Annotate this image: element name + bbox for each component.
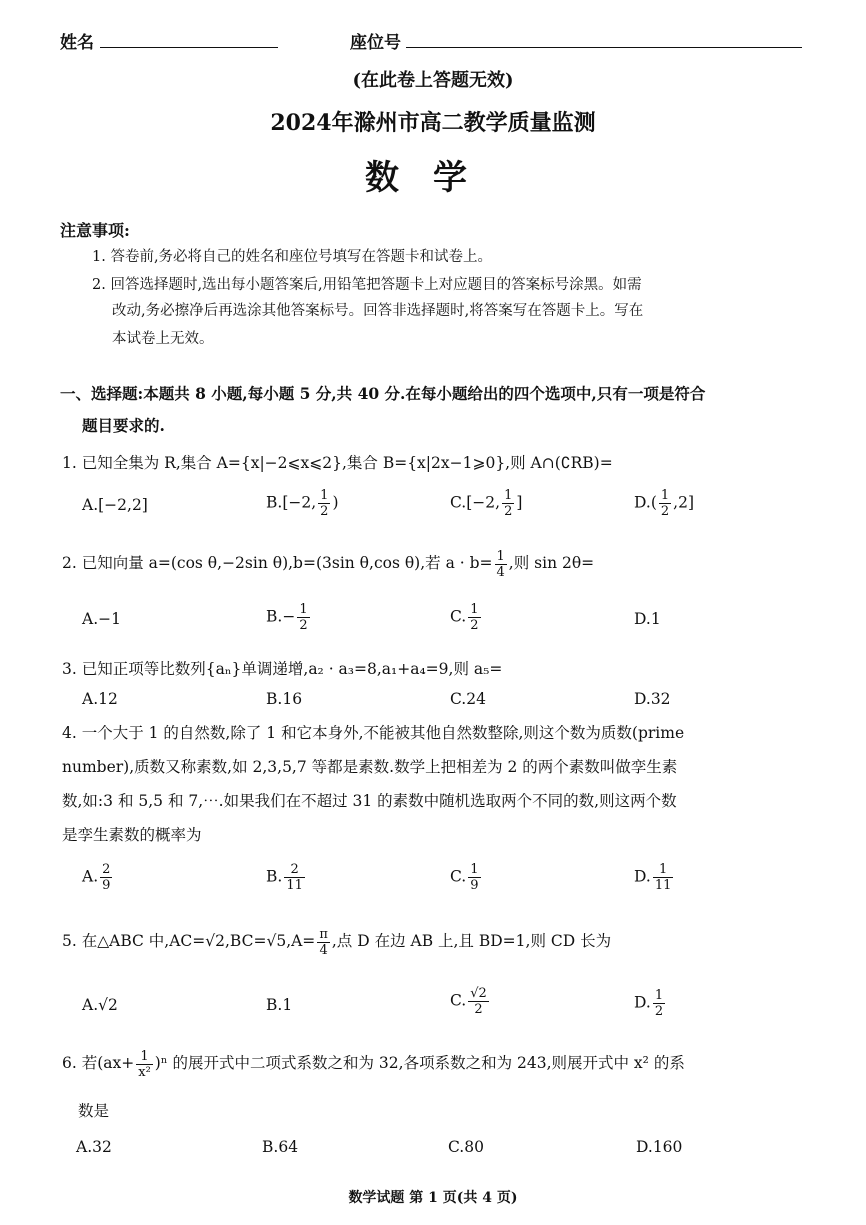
option-text: 32 [92,1138,112,1156]
fraction-denominator: 2 [320,504,329,519]
fraction-numerator: 1 [299,602,308,617]
option-text: −1 [98,610,121,628]
question-3-option-d [634,690,671,708]
question-6-option-b [262,1138,298,1156]
fraction-denominator: x² [138,1064,151,1080]
option-letter: C. [448,1138,465,1156]
question-4-stem [62,716,822,852]
seat-field-line [406,47,802,48]
option-fraction [502,488,514,519]
option-letter: D. [634,867,651,886]
fraction-denominator: 2 [299,618,308,633]
question-3-option-c [450,690,486,708]
option-text: 12 [98,690,118,708]
stem-fraction [136,1049,153,1080]
question-1-option-b [266,488,339,519]
header-fields [60,28,820,52]
option-fraction [468,986,489,1017]
question-2-option-d [634,610,661,628]
notice-item: 1. 答卷前,务必将自己的姓名和座位号填写在答题卡和试卷上。 [92,249,493,265]
name-label: 姓名 [60,33,94,53]
stem-fraction [317,927,330,958]
option-letter: A. [76,1138,93,1156]
stem-fraction [495,549,507,580]
option-text: √2 [98,996,118,1014]
stem-text: 5. 在△ABC 中,AC=√2,BC=√5,A= [62,932,316,950]
fraction-denominator: 2 [474,1002,483,1017]
fraction-denominator: 2 [660,504,670,519]
fraction-denominator: 4 [496,564,505,580]
stem-line: 是孪生素数的概率为 [62,826,202,844]
question-6-option-c [448,1138,484,1156]
option-letter: B. [266,996,283,1014]
question-2-option-b [266,602,312,633]
section-heading-line: 题目要求的. [82,416,165,435]
option-letter: B. [262,1138,279,1156]
question-4-option-a [82,862,114,893]
option-letter: C. [450,493,467,512]
option-fraction [318,488,330,519]
question-5-option-c [450,986,491,1017]
option-letter: D. [634,993,651,1012]
option-letter: C. [450,991,467,1010]
stem-line: 4. 一个大于 1 的自然数,除了 1 和它本身外,不能被其他自然数整除,则这个数为质数(prime [62,724,685,742]
stem-expression: )ⁿ [154,1054,168,1072]
fraction-denominator: 9 [102,878,111,893]
question-3-stem: 3. 已知正项等比数列{aₙ}单调递增,a₂ · a₃=8,a₁+a₄=9,则 a₅= [62,660,503,678]
fraction-numerator: 2 [102,862,111,877]
question-4-option-c [450,862,483,893]
fraction-numerator: 1 [504,488,513,503]
option-letter: A. [82,610,99,628]
question-1-option-a [82,496,148,514]
notice-heading: 注意事项: [60,221,130,240]
fraction-numerator: 1 [470,602,479,617]
stem-expression: (ax+ [97,1054,135,1072]
fraction-denominator: 2 [470,618,479,633]
option-fraction [284,862,305,893]
option-text: [−2, [282,493,317,512]
stem-line: 数,如:3 和 5,5 和 7,⋯.如果我们在不超过 31 的素数中随机选取两个不同的数,则这两个数 [62,792,677,810]
option-letter: D. [634,493,651,512]
fraction-denominator: 9 [470,878,479,893]
option-fraction [468,862,480,893]
stem-text: 2. 已知向量 a=(cos θ,−2sin θ),b=(3sin θ,cos θ),若 a · b= [62,554,493,572]
option-text: 80 [464,1138,484,1156]
option-text: 1 [650,610,661,628]
stem-text: 6. 若 [62,1054,98,1072]
fraction-denominator: 4 [319,942,328,958]
question-2-stem [62,546,822,580]
seat-label: 座位号 [350,33,401,53]
option-letter: B. [266,867,283,886]
stem-text: ,则 sin 2θ= [508,554,595,572]
option-letter: A. [82,996,99,1014]
option-text: 64 [278,1138,299,1156]
question-3-option-a [82,690,118,708]
fraction-denominator: 11 [654,878,672,893]
option-fraction [653,988,665,1019]
question-5-option-b [266,996,292,1014]
page-footer: 数学试题 第 1 页(共 4 页) [348,1190,518,1206]
fraction-numerator: 1 [660,488,670,503]
option-letter: A. [82,867,99,886]
question-6-stem-line2: 数是 [78,1102,110,1120]
option-text: 160 [652,1138,683,1156]
name-field-line [100,47,278,48]
section-heading [60,378,820,442]
fraction-denominator: 11 [286,878,303,893]
question-4-option-b [266,862,307,893]
fraction-denominator: 2 [504,504,513,519]
fraction-numerator: √2 [470,986,487,1001]
option-letter: C. [450,607,467,626]
option-text: ( [650,493,657,512]
stem-text: ,点 D 在边 AB 上,且 BD=1,则 CD 长为 [331,932,612,950]
question-6-stem [62,1046,822,1080]
fraction-numerator: 1 [320,488,329,503]
option-fraction [297,602,309,633]
option-fraction [659,488,671,519]
fraction-numerator: 1 [496,548,505,564]
fraction-numerator: 1 [136,1049,153,1065]
section-heading-line: 一、选择题:本题共 8 小题,每小题 5 分,共 40 分.在每小题给出的四个选项中,只有一项是符合 [60,384,706,403]
option-fraction [468,602,480,633]
question-5-option-a [82,996,118,1014]
fraction-numerator: 1 [654,988,664,1003]
option-text: 32 [650,690,671,708]
option-text: [−2, [466,493,501,512]
option-letter: D. [634,610,651,628]
option-letter: B. [266,607,283,626]
notice-item: 改动,务必擦净后再选涂其他答案标号。回答非选择题时,将答案写在答题卡上。写在 [112,303,644,319]
option-text: − [282,607,296,626]
option-fraction [653,862,674,893]
notice-item: 本试卷上无效。 [112,331,214,347]
question-2-option-c [450,602,483,633]
exam-title: 2024年滁州市高二教学质量监测 [270,110,596,136]
question-4-option-d [634,862,675,893]
option-text: [−2,2] [98,496,148,514]
option-fraction [100,862,112,893]
option-letter: D. [634,690,651,708]
option-text: 24 [466,690,486,708]
option-text: 1 [282,996,293,1014]
option-letter: D. [636,1138,653,1156]
question-6-option-d [636,1138,682,1156]
stem-text: 的展开式中二项式系数之和为 32,各项系数之和为 243,则展开式中 x² 的系 [167,1054,685,1072]
subject-title: 数学 [365,158,501,198]
option-letter: C. [450,690,467,708]
question-1-option-d [634,488,694,519]
fraction-numerator: π [319,926,328,942]
fraction-numerator: 2 [284,862,305,878]
question-1-stem: 1. 已知全集为 R,集合 A={x|−2⩽x⩽2},集合 B={x|2x−1⩾0},则 A∩(∁RB)= [62,454,613,472]
stem-line: number),质数又称素数,如 2,3,5,7 等都是素数.数学上把相差为 2 的两个素数叫做孪生素 [62,758,678,776]
invalid-note: (在此卷上答题无效) [352,70,514,91]
question-2-option-a [82,610,121,628]
notice-item: 2. 回答选择题时,选出每小题答案后,用铅笔把答题卡上对应题目的答案标号涂黑。如需 [92,277,642,293]
question-6-option-a [76,1138,112,1156]
option-letter: A. [82,496,99,514]
option-text: ) [332,493,339,512]
option-text: ] [516,493,523,512]
fraction-numerator: 1 [470,862,479,877]
fraction-numerator: 1 [653,862,674,878]
question-3-option-b [266,690,302,708]
option-letter: B. [266,493,283,512]
fraction-denominator: 2 [654,1004,664,1019]
option-letter: A. [82,690,99,708]
question-5-stem [62,924,822,958]
option-letter: B. [266,690,283,708]
option-text: ,2] [673,493,694,512]
option-letter: C. [450,867,467,886]
option-text: 16 [282,690,303,708]
question-5-option-d [634,988,667,1019]
question-1-option-c [450,488,522,519]
